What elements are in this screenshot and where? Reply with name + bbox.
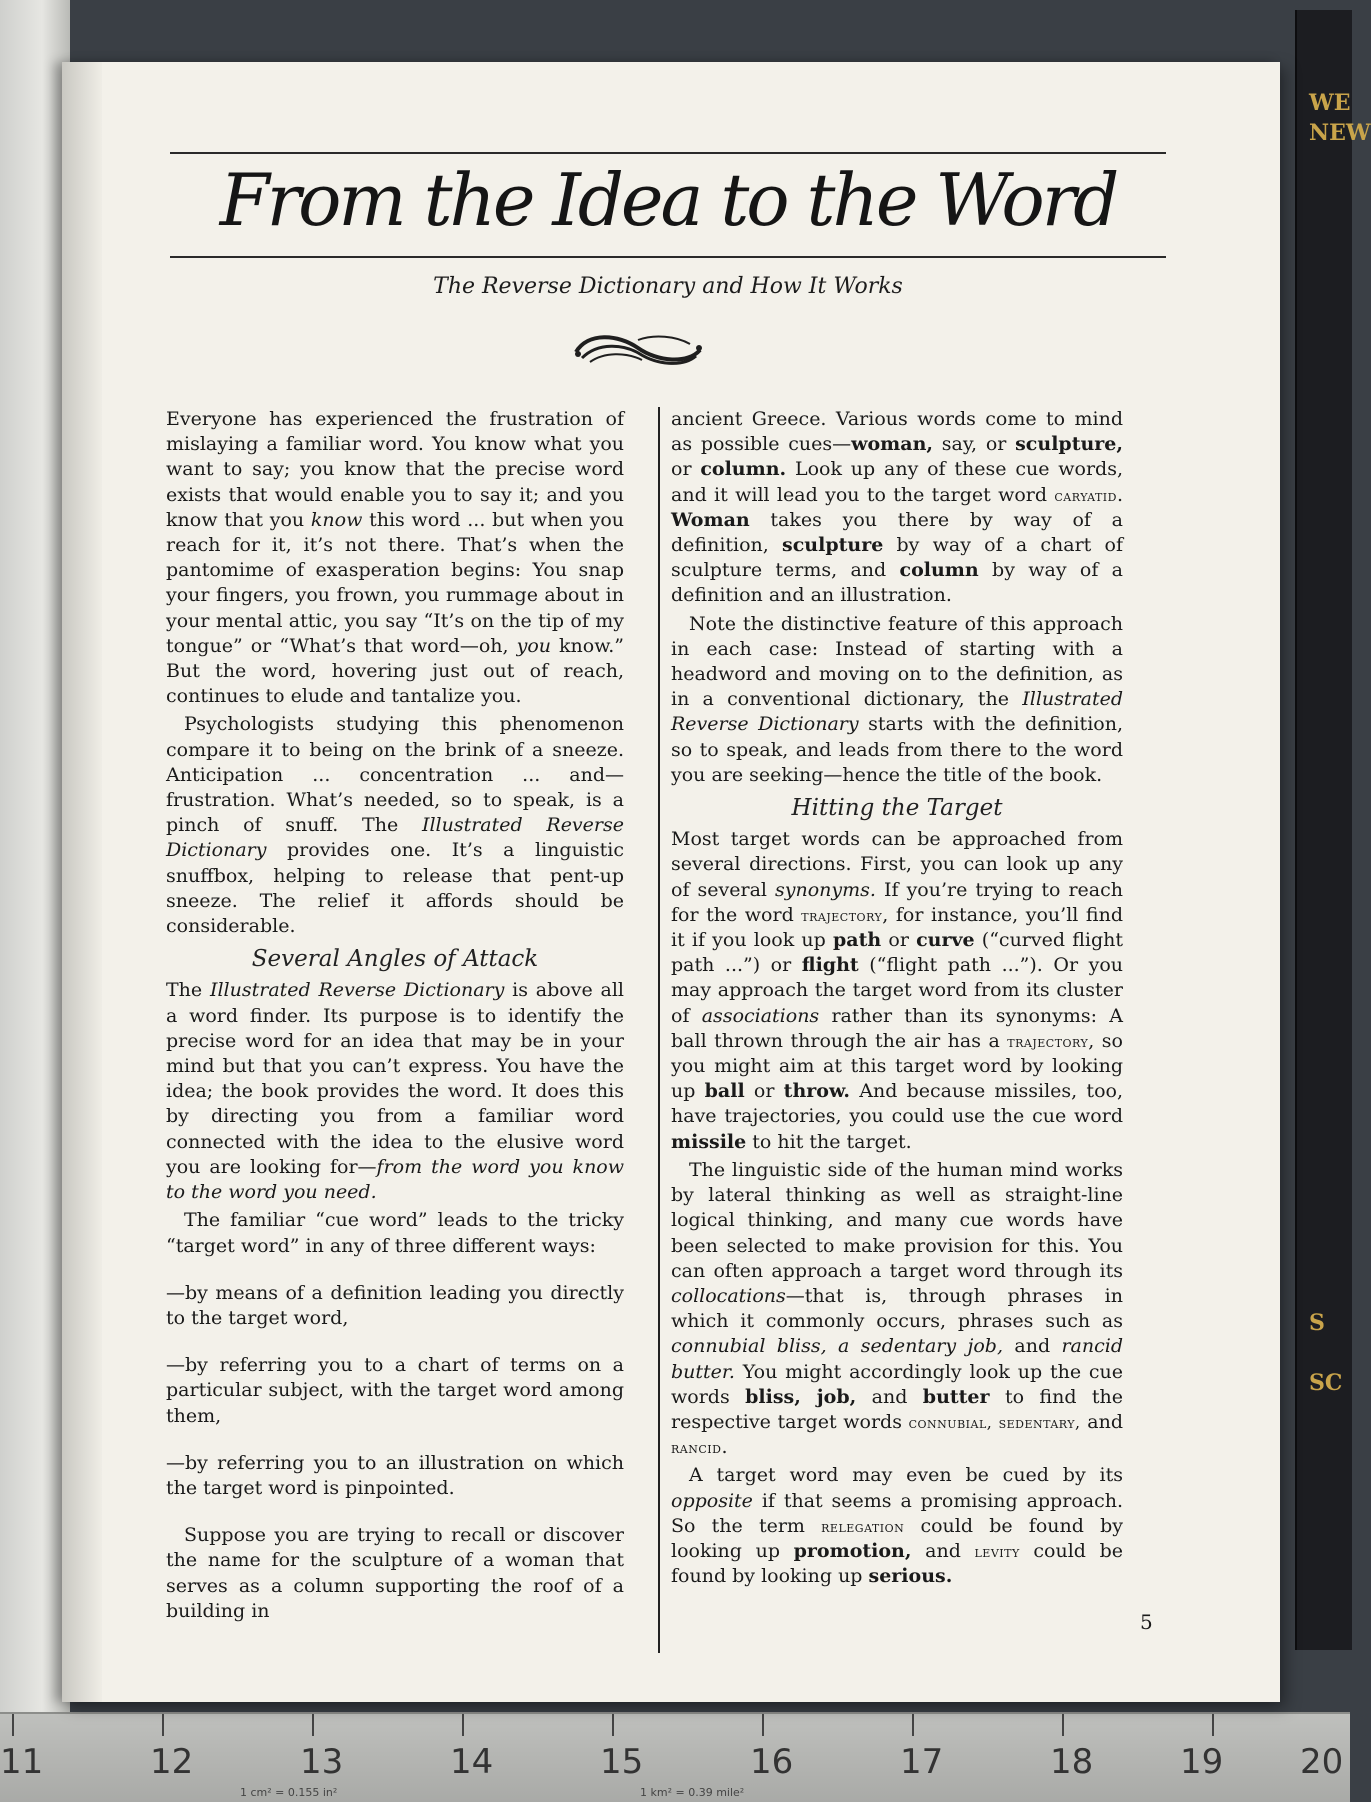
page-title: From the Idea to the Word (219, 158, 1117, 242)
paragraph: The linguistic side of the human mind works by lateral thinking as well as straight-line logical thinking, and many cue words have been selected to make provision for this. You can often approach a target word through its collocations—that is, through phrases in which it commonly occurs, phrases such as connubial bliss, a sedentary job, and rancid butter. You might accordingly look up the cue words bliss, job, and butter to find the respective target words connubial, sedentary, and rancid. (671, 1158, 1123, 1459)
ruler-note-right: 1 km² = 0.39 mile² (640, 1786, 745, 1799)
ruler-number: 15 (600, 1742, 644, 1782)
book-spine (1295, 10, 1371, 1650)
spine-text-4: SC (1309, 1370, 1343, 1396)
ruler-number: 12 (150, 1742, 194, 1782)
adjacent-book-edge (0, 0, 70, 1720)
list-item: —by referring you to a chart of terms on a particular subject, with the target word among them, (166, 1354, 624, 1427)
ruler-number: 17 (900, 1742, 944, 1782)
ruler-number: 20 (1300, 1742, 1344, 1782)
page-subtitle: The Reverse Dictionary and How It Works (433, 274, 903, 299)
ruler-number: 19 (1180, 1742, 1224, 1782)
paragraph: Psychologists studying this phenomenon compare it to being on the brink of a sneeze. Anticipation ... concentration ... and—frustration. What’s needed, so to speak, is a pinch of snuff. The Illustrated Reverse Dictionary provides one. It’s a linguistic snuffbox, helping to release that pent-up sneeze. The relief it affords should be considerable. (166, 713, 624, 938)
page-gutter (62, 62, 102, 1702)
ruler-number: 18 (1050, 1742, 1094, 1782)
paragraph: The familiar “cue word” leads to the tricky “target word” in any of three different ways: (166, 1209, 624, 1257)
section-heading: Several Angles of Attack (251, 946, 539, 973)
title-rule-top (170, 152, 1166, 154)
column-divider (658, 407, 660, 1653)
paragraph: Most target words can be approached from several directions. First, you can look up any of several synonyms. If you’re trying to reach for the word trajectory, for instance, you’ll find it if you look up path or curve (“curved flight path ...”) or flight (“flight path ...”). Or you may approach the target word from its cluster of associations rather than its synonyms: A ball thrown through the air has a trajectory, so you might aim at this target word by looking up ball or throw. And because missiles, too, have trajectories, you could use the cue word missile to hit the target. (671, 828, 1124, 1153)
left-text-column (166, 407, 624, 1627)
paragraph: Note the distinctive feature of this approach in each case: Instead of starting with a headword and moving on to the definition, as in a conventional dictionary, the Illustrated Reverse Dictionary starts with the definition, so to speak, and leads from there to the word you are seeking—hence the title of the book. (671, 612, 1123, 786)
section-heading: Hitting the Target (791, 795, 1003, 822)
paragraph: The Illustrated Reverse Dictionary is above all a word finder. Its purpose is to identify the precise word for an idea that may be in your mind but that you can’t express. You have the idea; the book provides the word. It does this by directing you from a familiar word connected with the idea to the elusive word you are looking for—from the word you know to the word you need. (166, 979, 625, 1204)
right-text-column (671, 407, 1123, 1592)
list-item: —by referring you to an illustration on which the target word is pinpointed. (166, 1451, 624, 1499)
ruler-note-left: 1 cm² = 0.155 in² (240, 1786, 338, 1799)
title-rule-bottom (170, 256, 1166, 258)
flourish-ornament-icon (568, 324, 708, 378)
ruler-number: 14 (450, 1742, 494, 1782)
spine-text-1: WE (1309, 90, 1351, 116)
ruler-number: 16 (750, 1742, 794, 1782)
paragraph: A target word may even be cued by its opposite if that seems a promising approach. So the term relegation could be found by looking up promotion, and levity could be found by looking up serious. (671, 1464, 1123, 1588)
ruler-number: 11 (0, 1742, 44, 1782)
paragraph: ancient Greece. Various words come to mind as possible cues—woman, say, or sculpture, or column. Look up any of these cue words, and it will lead you to the target word caryatid. Woman takes you there by way of a definition, sculpture by way of a chart of sculpture terms, and column by way of a definition and an illustration. (671, 408, 1123, 607)
paragraph: Everyone has experienced the frustration of mislaying a familiar word. You know what you want to say; you know that the precise word exists that would enable you to say it; and you know that you know this word ... but when you reach for it, it’s not there. That’s when the pantomime of exasperation begins: You snap your fingers, you frown, you rummage about in your mental attic, you say “It’s on the tip of my tongue” or “What’s that word—oh, you know.” But the word, hovering just out of reach, continues to elude and tantalize you. (166, 408, 624, 708)
spine-text-2: NEW (1309, 120, 1371, 146)
page-number: 5 (1140, 1610, 1153, 1634)
list-item: —by means of a definition leading you directly to the target word, (166, 1281, 624, 1329)
book-page (62, 62, 1280, 1702)
ruler-number: 13 (300, 1742, 344, 1782)
ruler (0, 1712, 1350, 1802)
spine-text-3: S (1309, 1310, 1325, 1336)
paragraph: Suppose you are trying to recall or discover the name for the sculpture of a woman that serves as a column supporting the roof of a building in (166, 1524, 624, 1622)
